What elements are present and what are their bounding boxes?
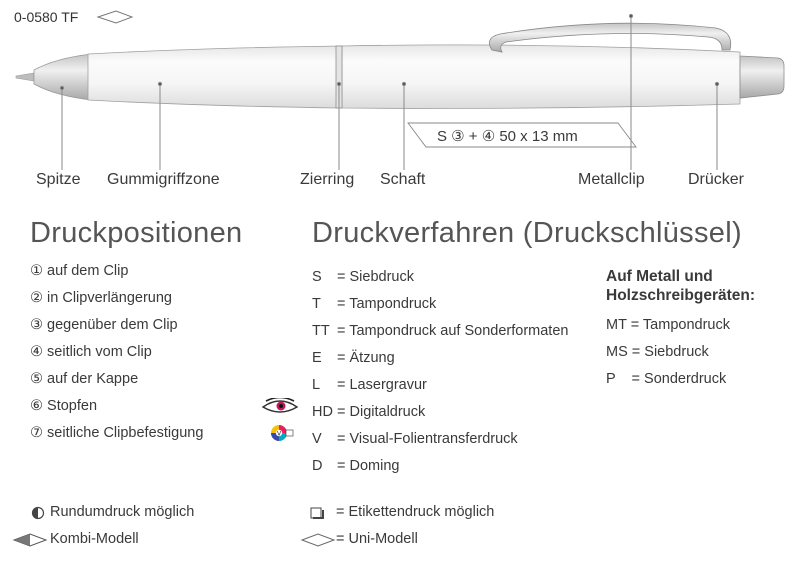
position-item-3: ③ gegenüber dem Clip <box>30 317 178 333</box>
legend-uni: = Uni-Modell <box>336 531 418 547</box>
method-key: E <box>312 349 322 366</box>
legend-kombi: Kombi-Modell <box>50 531 139 547</box>
method-item <box>312 317 568 344</box>
method-item <box>312 263 568 290</box>
method-item <box>312 344 568 371</box>
label-zierring: Zierring <box>300 171 355 188</box>
method-key: T <box>312 295 321 312</box>
label-schaft: Schaft <box>380 171 426 188</box>
legend-etikett: = Etikettendruck möglich <box>336 504 495 520</box>
method-item <box>312 425 568 452</box>
legend-rundumdruck: Rundumdruck möglich <box>50 504 195 520</box>
position-item-5: ⑤ auf der Kappe <box>30 371 139 387</box>
metall-item: MT = Tampondruck <box>606 317 730 333</box>
method-key: HD <box>312 403 333 420</box>
eye-icon <box>262 398 298 416</box>
metall-title-line2: Holzschreibgeräten: <box>606 287 756 304</box>
position-item-2: ② in Clipverlängerung <box>30 290 172 306</box>
uni-model-icon <box>98 11 132 23</box>
label-spitze: Spitze <box>36 171 81 188</box>
method-key: D <box>312 457 323 474</box>
druckverfahren-list <box>312 263 568 479</box>
kombi-model-icon <box>14 534 46 546</box>
method-key: V <box>312 430 322 447</box>
method-key: TT <box>312 322 330 339</box>
method-value: = Tampondruck <box>337 295 437 312</box>
push-button <box>740 56 784 98</box>
method-value: = Visual-Folientransferdruck <box>337 430 518 447</box>
position-item-4: ④ seitlich vom Clip <box>30 344 152 360</box>
druckpositionen-list <box>30 263 203 452</box>
label-gummigriffzone: Gummigriffzone <box>107 171 220 188</box>
method-key: L <box>312 376 321 393</box>
method-value: = Siebdruck <box>337 268 414 285</box>
pen-tip <box>34 54 92 100</box>
method-value: = Digitaldruck <box>337 403 426 420</box>
refill-tip <box>16 73 34 81</box>
metall-list <box>606 317 730 398</box>
grip-zone <box>88 46 340 108</box>
metall-title <box>606 267 755 305</box>
method-item <box>312 452 568 479</box>
druckpositionen-title: Druckpositionen <box>30 217 243 249</box>
method-value: = Ätzung <box>337 349 395 366</box>
uni-model-legend-icon <box>302 534 334 546</box>
method-item <box>312 398 568 425</box>
method-item <box>312 290 568 317</box>
pen-shaft <box>342 45 740 109</box>
metall-item: MS = Siebdruck <box>606 344 709 360</box>
label-metallclip: Metallclip <box>578 171 645 188</box>
position-item-6: ⑥ Stopfen <box>30 398 98 414</box>
product-code: 0-0580 TF <box>14 9 79 25</box>
method-key: S <box>312 268 322 285</box>
method-value: = Tampondruck auf Sonderformaten <box>337 322 569 339</box>
metall-title-line1: Auf Metall und <box>606 268 713 285</box>
pen-illustration <box>0 0 800 200</box>
label-druecker: Drücker <box>688 171 745 188</box>
rundumdruck-icon <box>33 508 44 519</box>
svg-text:V: V <box>277 430 282 438</box>
position-item-7: ⑦ seitliche Clipbefestigung <box>30 425 204 441</box>
print-area-text: S ③ + ④ 50 x 13 mm <box>437 128 578 145</box>
position-item-1: ① auf dem Clip <box>30 263 129 279</box>
druckverfahren-title: Druckverfahren (Druckschlüssel) <box>312 217 742 249</box>
method-value: = Lasergravur <box>337 376 427 393</box>
method-item <box>312 371 568 398</box>
method-value: = Doming <box>337 457 400 474</box>
metall-item: P = Sonderdruck <box>606 371 727 387</box>
visual-transfer-icon <box>270 423 294 443</box>
etikett-icon <box>311 508 323 518</box>
